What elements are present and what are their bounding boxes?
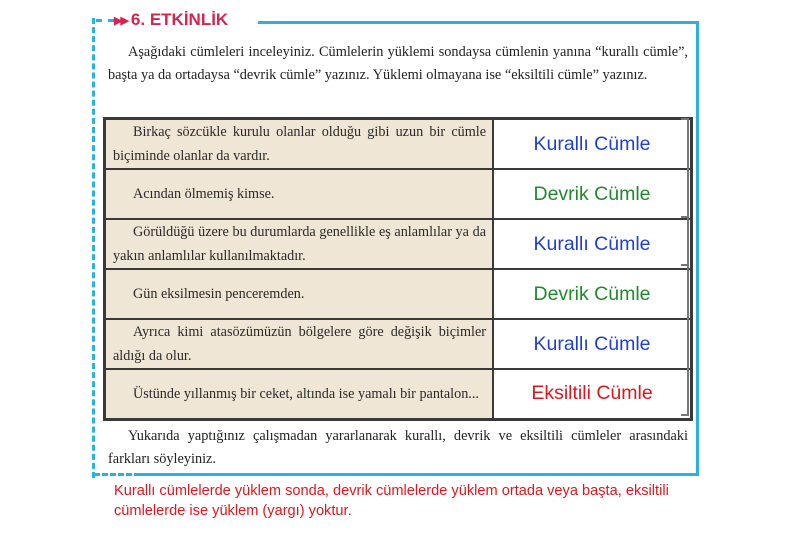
table-row <box>105 119 692 170</box>
answer-cell: Kurallı Cümle <box>493 319 692 369</box>
answer-cell: Devrik Cümle <box>493 269 692 319</box>
table-row <box>105 169 692 219</box>
table-row <box>105 369 692 419</box>
sentence-cell: Üstünde yıllanmış bir ceket, altında ise yamalı bir pantalon... <box>105 369 494 419</box>
sentence-cell: Gün eksilmesin penceremden. <box>105 269 494 319</box>
sentence-cell: Görüldüğü üzere bu durumlarda genellikle eş anlamlılar ya da yakın anlamlılar kullanılmaktadır. <box>105 219 494 269</box>
activity-heading <box>114 8 232 32</box>
table-row <box>105 269 692 319</box>
answer-cell: Eksiltili Cümle <box>493 369 692 419</box>
closing-question: Yukarıda yaptığınız çalışmadan yararlanarak kurallı, devrik ve eksiltili cümleler arasındaki farkları söyleyiniz. <box>108 428 688 467</box>
sentence-table <box>103 117 693 421</box>
answer-cell: Devrik Cümle <box>493 169 692 219</box>
table-row <box>105 219 692 269</box>
row-bracket <box>681 216 689 266</box>
frame-bottom-dashed-border <box>94 473 140 476</box>
instructions-text: Aşağıdaki cümleleri inceleyiniz. Cümlelerin yüklemi sondaysa cümlenin yanına “kurallı cümle”, başta ya da ortadaysa “devrik cümle” yazınız. Yüklemi olmayana ise “eksiltili cümle” yazınız. <box>108 44 688 83</box>
frame-right-border <box>696 21 699 475</box>
activity-title: 6. ETKİNLİK <box>130 10 229 29</box>
table-row <box>105 319 692 369</box>
double-arrow-icon: ▶▶ <box>114 14 127 27</box>
sentence-cell: Ayrıca kimi atasözümüzün bölgelere göre değişik biçimler aldığı da olur. <box>105 319 494 369</box>
sentence-cell: Acından ölmemiş kimse. <box>105 169 494 219</box>
frame-top-border <box>258 21 698 24</box>
row-bracket <box>681 264 689 416</box>
sentence-cell: Birkaç sözcükle kurulu olanlar olduğu gibi uzun bir cümle biçiminde olanlar da vardır. <box>105 119 494 170</box>
answer-note: Kurallı cümlelerde yüklem sonda, devrik cümlelerde yüklem ortada veya başta, eksiltili cümlelerde ise yüklem (yargı) yoktur. <box>114 483 669 519</box>
answer-cell: Kurallı Cümle <box>493 219 692 269</box>
frame-left-dashed-border <box>92 18 95 478</box>
frame-bottom-border <box>140 473 699 476</box>
row-bracket <box>681 118 689 218</box>
answer-cell: Kurallı Cümle <box>493 119 692 170</box>
frame-top-dashed-border <box>96 19 114 22</box>
